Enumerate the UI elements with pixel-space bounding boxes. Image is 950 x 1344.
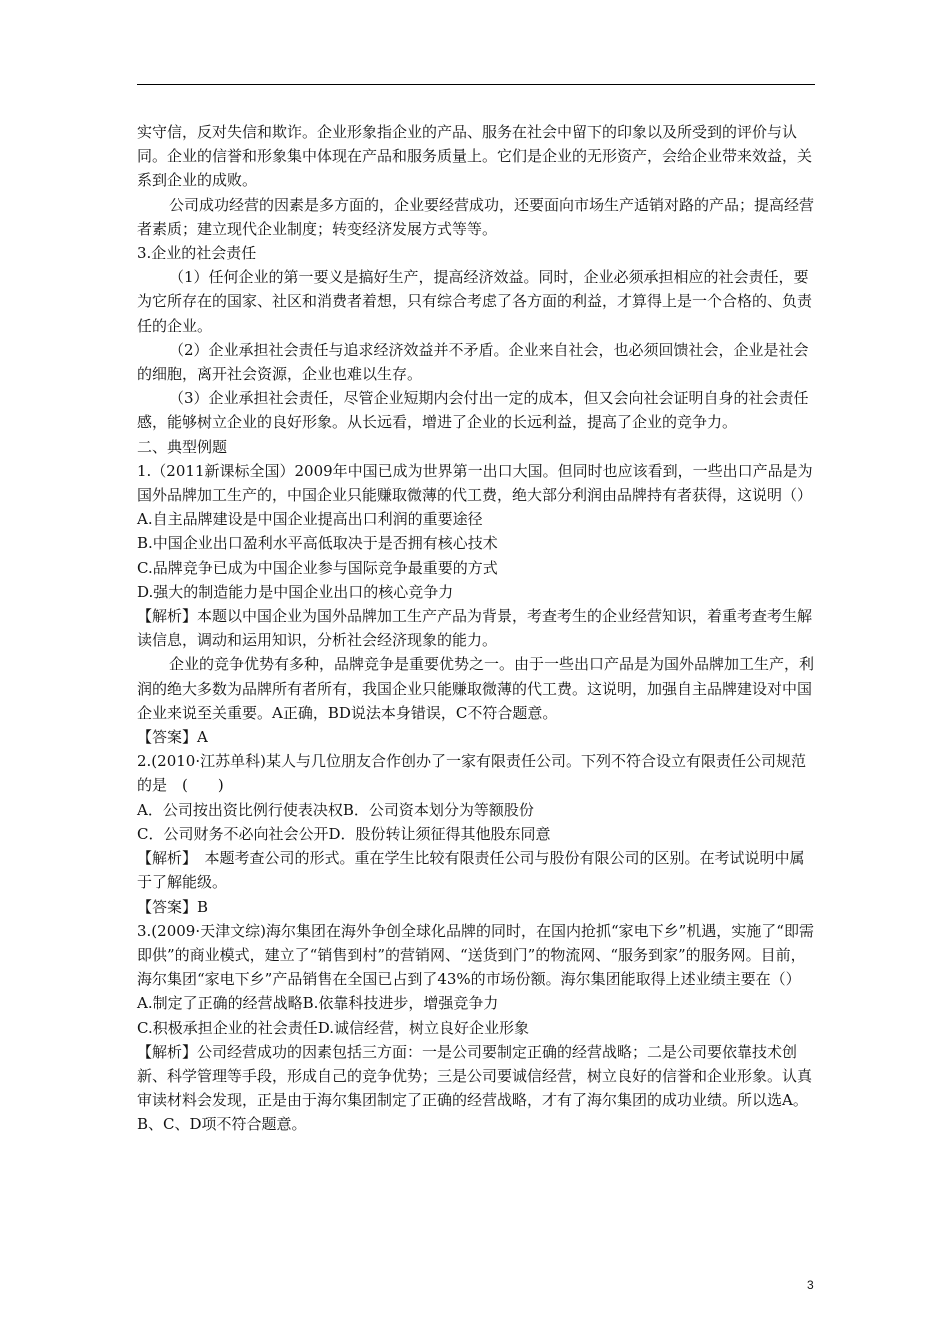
analysis: 【解析】 本题考查公司的形式。重在学生比较有限责任公司与股份有限公司的区别。在考试说明中属于了解能级。 <box>137 849 805 892</box>
answer-option: A．公司按出资比例行使表决权B．公司资本划分为等额股份 <box>137 800 534 819</box>
header-rule <box>137 84 815 85</box>
answer-option: C.积极承担企业的社会责任D.诚信经营，树立良好企业形象 <box>137 1018 529 1037</box>
answer-key: 【答案】A <box>137 728 208 747</box>
question-stem: 2.(2010·江苏单科)某人与几位朋友合作创办了一家有限责任公司。下列不符合设立有限责任公司规范的是 ( ) <box>137 752 806 795</box>
question-stem: 1.（2011新课标全国）2009年中国已成为世界第一出口大国。但同时也应该看到，一些出口产品是为国外品牌加工生产的，中国企业只能赚取微薄的代工费，绝大部分利润由品牌持有者获得，这说明（） <box>137 461 813 505</box>
analysis: 【解析】公司经营成功的因素包括三方面：一是公司要制定正确的经营战略；二是公司要依靠技术创新、科学管理等手段，形成自己的竞争优势；三是公司要诚信经营，树立良好的信誉和企业形象。认真审读材料会发现，正是由于海尔集团制定了正确的经营战略，才有了海尔集团的成功业绩。所以选A。B、C、D项不符合题意。 <box>137 1042 813 1134</box>
answer-option: C．公司财务不必向社会公开D．股份转让须征得其他股东同意 <box>137 824 551 843</box>
paragraph: （1）任何企业的第一要义是搞好生产，提高经济效益。同时，企业必须承担相应的社会责任，要为它所存在的国家、社区和消费者着想，只有综合考虑了各方面的利益，才算得上是一个合格的、负责任的企业。 <box>137 268 813 335</box>
paragraph: 公司成功经营的因素是多方面的，企业要经营成功，还要面向市场生产适销对路的产品；提高经营者素质；建立现代企业制度；转变经济发展方式等等。 <box>137 195 815 238</box>
answer-option: A.制定了正确的经营战略B.依靠科技进步，增强竞争力 <box>137 994 499 1013</box>
paragraph: （3）企业承担社会责任，尽管企业短期内会付出一定的成本，但又会向社会证明自身的社会责任感，能够树立企业的良好形象。从长远看，增进了企业的长远利益，提高了企业的竞争力。 <box>137 389 809 432</box>
section-heading: 二、典型例题 <box>137 437 228 456</box>
question-stem: 3.(2009·天津文综)海尔集团在海外争创全球化品牌的同时，在国内抢抓“家电下乡”机遇，实施了“即需即供”的商业模式，建立了“销售到村”的营销网、“送货到门”的物流网、“服务到家”的服务网。目前，海尔集团“家电下乡”产品销售在全国已占到了43%的市场份额。海尔集团能取得上述业绩主要在（） <box>137 921 814 989</box>
answer-option: A.自主品牌建设是中国企业提高出口利润的重要途径 <box>137 510 483 529</box>
answer-key: 【答案】B <box>137 897 209 916</box>
page-number: 3 <box>807 1278 814 1292</box>
answer-option: B.中国企业出口盈利水平高低取决于是否拥有核心技术 <box>137 534 498 553</box>
analysis: 企业的竞争优势有多种，品牌竞争是重要优势之一。由于一些出口产品是为国外品牌加工生产，利润的绝大多数为品牌所有者所有，我国企业只能赚取微薄的代工费。这说明，加强自主品牌建设对中国企业来说至关重要。A正确，BD说法本身错误，C不符合题意。 <box>137 655 815 722</box>
section-heading: 3.企业的社会责任 <box>137 244 257 263</box>
paragraph: 实守信，反对失信和欺诈。企业形象指企业的产品、服务在社会中留下的印象以及所受到的评价与认同。企业的信誉和形象集中体现在产品和服务质量上。它们是企业的无形资产，会给企业带来效益，关系到企业的成败。 <box>137 123 813 190</box>
document-body <box>137 120 817 1137</box>
answer-option: C.品牌竞争已成为中国企业参与国际竞争最重要的方式 <box>137 558 498 577</box>
analysis: 【解析】本题以中国企业为国外品牌加工生产产品为背景，考查考生的企业经营知识，着重考查考生解读信息，调动和运用知识，分析社会经济现象的能力。 <box>137 607 813 650</box>
paragraph: （2）企业承担社会责任与追求经济效益并不矛盾。企业来自社会，也必须回馈社会，企业是社会的细胞，离开社会资源，企业也难以生存。 <box>137 340 809 384</box>
answer-option: D.强大的制造能力是中国企业出口的核心竞争力 <box>137 582 454 601</box>
